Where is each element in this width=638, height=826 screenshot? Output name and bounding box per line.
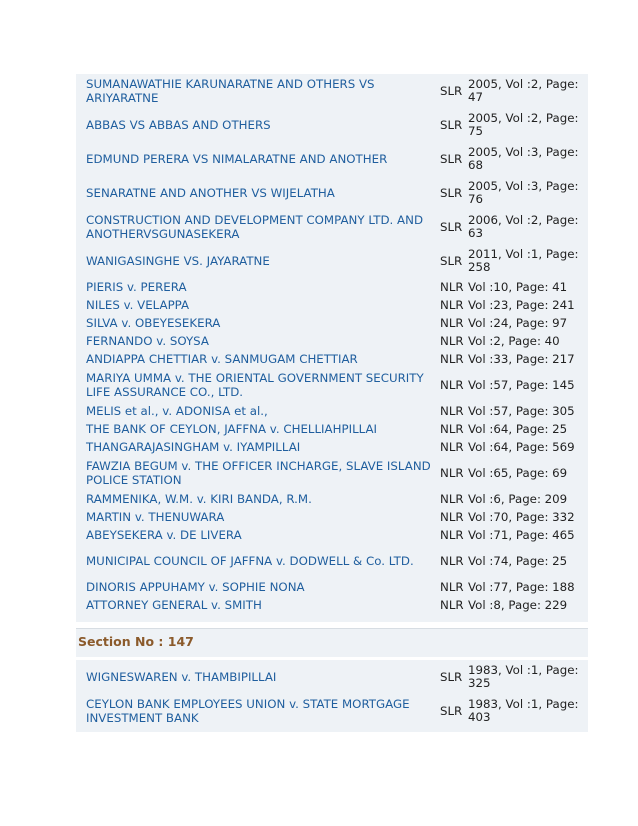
- report-code: NLR: [440, 280, 464, 294]
- citation: Vol :33, Page: 217: [468, 351, 575, 366]
- table-row: [76, 244, 588, 278]
- citation: 2011, Vol :1, Page: 258: [468, 247, 579, 274]
- table-row: [76, 332, 588, 350]
- report-code: SLR: [440, 704, 463, 718]
- table-row: [76, 108, 588, 142]
- case-table: [76, 660, 588, 728]
- citation: Vol :10, Page: 41: [468, 279, 568, 294]
- report-code: NLR: [440, 352, 464, 366]
- table-row: [76, 438, 588, 456]
- citation: Vol :6, Page: 209: [468, 491, 568, 506]
- case-name: FAWZIA BEGUM v. THE OFFICER INCHARGE, SLAVE ISLAND POLICE STATION: [86, 459, 431, 487]
- citation: 2005, Vol :3, Page: 68: [468, 145, 579, 172]
- report-code: SLR: [440, 220, 463, 234]
- citation: 2006, Vol :2, Page: 63: [468, 213, 579, 240]
- case-name: ANDIAPPA CHETTIAR v. SANMUGAM CHETTIAR: [86, 352, 358, 366]
- report-code: NLR: [440, 316, 464, 330]
- case-table: [76, 74, 588, 614]
- citation: Vol :74, Page: 25: [468, 553, 568, 568]
- report-code: NLR: [440, 440, 464, 454]
- table-row: [76, 368, 588, 402]
- citation: 2005, Vol :2, Page: 75: [468, 111, 579, 138]
- table-row: [76, 456, 588, 490]
- table-row: [76, 694, 588, 728]
- citation: Vol :23, Page: 241: [468, 297, 575, 312]
- table-row: [76, 350, 588, 368]
- report-code: NLR: [440, 598, 464, 612]
- case-name: EDMUND PERERA VS NIMALARATNE AND ANOTHER: [86, 152, 388, 166]
- citation: 1983, Vol :1, Page: 403: [468, 697, 579, 724]
- table-row: [76, 402, 588, 420]
- report-code: NLR: [440, 510, 464, 524]
- citation: 1983, Vol :1, Page: 325: [468, 663, 579, 690]
- report-code: SLR: [440, 118, 463, 132]
- table-row: [76, 508, 588, 526]
- report-code: NLR: [440, 298, 464, 312]
- citation: Vol :2, Page: 40: [468, 333, 560, 348]
- citation: 2005, Vol :2, Page: 47: [468, 77, 579, 104]
- case-name: WIGNESWAREN v. THAMBIPILLAI: [86, 670, 277, 684]
- citation: Vol :65, Page: 69: [468, 465, 568, 480]
- table-row: [76, 596, 588, 614]
- case-name: MARTIN v. THENUWARA: [86, 510, 225, 524]
- citation: Vol :64, Page: 569: [468, 439, 575, 454]
- citation: Vol :24, Page: 97: [468, 315, 568, 330]
- case-name: PIERIS v. PERERA: [86, 280, 187, 294]
- table-row: [76, 578, 588, 596]
- case-name: THE BANK OF CEYLON, JAFFNA v. CHELLIAHPILLAI: [86, 422, 378, 436]
- report-code: NLR: [440, 466, 464, 480]
- table-row: [76, 296, 588, 314]
- case-list-block: [76, 74, 588, 622]
- table-row: [76, 176, 588, 210]
- table-row: [76, 544, 588, 578]
- table-row: [76, 74, 588, 108]
- report-code: NLR: [440, 492, 464, 506]
- case-name: THANGARAJASINGHAM v. IYAMPILLAI: [86, 440, 301, 454]
- citation: Vol :57, Page: 305: [468, 403, 575, 418]
- case-name: MELIS et al., v. ADONISA et al.,: [86, 404, 268, 418]
- case-list-block: [76, 660, 588, 732]
- case-name: ABEYSEKERA v. DE LIVERA: [86, 528, 242, 542]
- table-row: [76, 490, 588, 508]
- citation: Vol :77, Page: 188: [468, 579, 575, 594]
- case-name: DINORIS APPUHAMY v. SOPHIE NONA: [86, 580, 305, 594]
- report-code: NLR: [440, 554, 464, 568]
- table-row: [76, 526, 588, 544]
- case-name: SENARATNE AND ANOTHER VS WIJELATHA: [86, 186, 335, 200]
- report-code: NLR: [440, 528, 464, 542]
- case-name: SILVA v. OBEYESEKERA: [86, 316, 221, 330]
- report-code: NLR: [440, 580, 464, 594]
- citation: Vol :70, Page: 332: [468, 509, 575, 524]
- citation: 2005, Vol :3, Page: 76: [468, 179, 579, 206]
- case-name: WANIGASINGHE VS. JAYARATNE: [86, 254, 270, 268]
- case-name: FERNANDO v. SOYSA: [86, 334, 209, 348]
- case-name: MARIYA UMMA v. THE ORIENTAL GOVERNMENT SECURITY LIFE ASSURANCE CO., LTD.: [86, 371, 424, 399]
- table-row: [76, 278, 588, 296]
- case-name: NILES v. VELAPPA: [86, 298, 190, 312]
- report-code: SLR: [440, 84, 463, 98]
- table-row: [76, 314, 588, 332]
- report-code: SLR: [440, 186, 463, 200]
- case-name: CEYLON BANK EMPLOYEES UNION v. STATE MORTGAGE INVESTMENT BANK: [86, 697, 410, 725]
- report-code: SLR: [440, 254, 463, 268]
- case-name: SUMANAWATHIE KARUNARATNE AND OTHERS VS ARIYARATNE: [86, 77, 375, 105]
- case-name: MUNICIPAL COUNCIL OF JAFFNA v. DODWELL & Co. LTD.: [86, 554, 414, 568]
- section-header: [76, 628, 588, 657]
- citation: Vol :71, Page: 465: [468, 527, 575, 542]
- report-code: SLR: [440, 152, 463, 166]
- section-title: Section No : 147: [78, 634, 194, 649]
- report-code: NLR: [440, 378, 464, 392]
- table-row: [76, 142, 588, 176]
- report-code: NLR: [440, 404, 464, 418]
- table-row: [76, 660, 588, 694]
- table-row: [76, 210, 588, 244]
- citation: Vol :57, Page: 145: [468, 377, 575, 392]
- report-code: NLR: [440, 422, 464, 436]
- report-code: NLR: [440, 334, 464, 348]
- report-code: SLR: [440, 670, 463, 684]
- table-row: [76, 420, 588, 438]
- case-name: CONSTRUCTION AND DEVELOPMENT COMPANY LTD. AND ANOTHERVSGUNASEKERA: [86, 213, 424, 241]
- citation: Vol :64, Page: 25: [468, 421, 568, 436]
- case-name: ABBAS VS ABBAS AND OTHERS: [86, 118, 271, 132]
- case-name: ATTORNEY GENERAL v. SMITH: [86, 598, 262, 612]
- case-name: RAMMENIKA, W.M. v. KIRI BANDA, R.M.: [86, 492, 312, 506]
- citation: Vol :8, Page: 229: [468, 597, 568, 612]
